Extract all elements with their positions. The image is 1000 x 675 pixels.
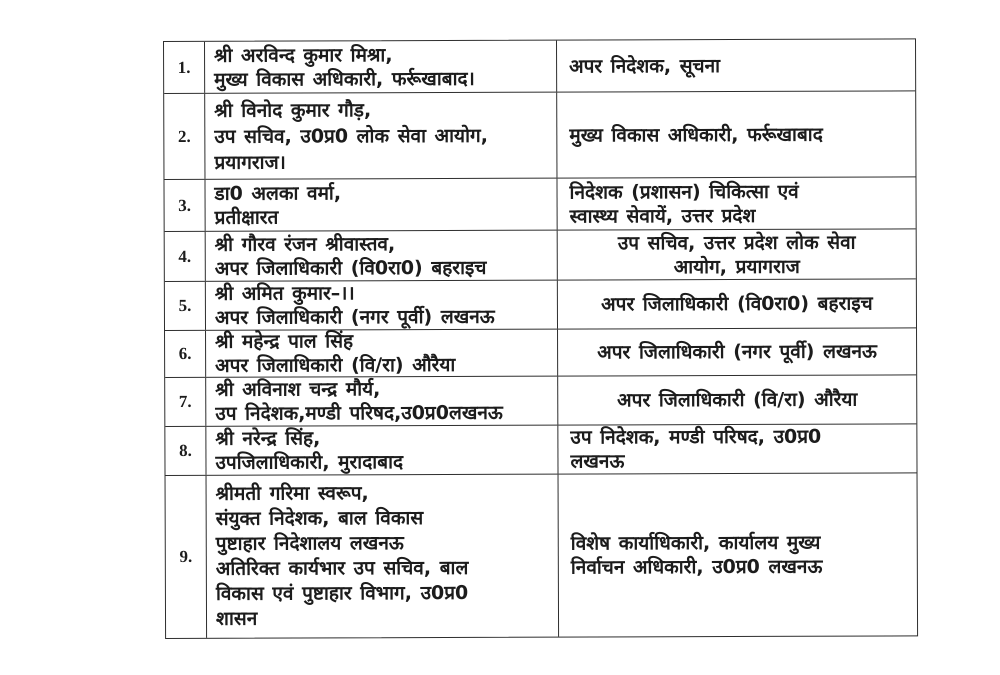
transfer-table [163,38,918,639]
posting-line: उप सचिव, उत्तर प्रदेश लोक सेवा [617,231,856,254]
officer-line: श्री गौरव रंजन श्रीवास्तव, [214,232,396,256]
serial-number: 2. [177,126,191,146]
officer-line: अपर जिलाधिकारी (वि0रा0) बहराइच [214,256,487,280]
serial-cell [165,378,206,426]
posting-cell [558,424,916,473]
officer-cell [205,41,557,93]
officer-line: अपर जिलाधिकारी (नगर पूर्वी) लखनऊ [214,305,495,329]
officer-line: अतिरिक्त कार्यभार उप सचिव, बाल [215,556,469,580]
serial-number: 1. [177,57,191,77]
officer-line: श्री अरविन्द कुमार मिश्रा, [214,43,393,67]
officer-cell [206,426,558,475]
serial-number: 7. [178,391,192,411]
officer-line: मुख्य विकास अधिकारी, फर्रूखाबाद। [214,67,475,91]
table-row [164,39,915,94]
posting-line: अपर निदेशक, सूचना [569,54,721,78]
officer-line: संयुक्त निदेशक, बाल विकास [215,507,424,530]
serial-cell [165,331,206,377]
serial-number: 9. [179,546,193,566]
table-row [165,279,916,331]
serial-cell [165,427,206,475]
table-row [165,229,916,282]
posting-line: अपर जिलाधिकारी (नगर पूर्वी) लखनऊ [597,340,877,364]
table-row [164,177,915,232]
posting-line: अपर जिलाधिकारी (वि0रा0) बहराइच [601,292,873,316]
officer-line: श्री नरेन्द्र सिंह, [215,427,321,450]
posting-cell [558,279,916,328]
officer-line: अपर जिलाधिकारी (वि/रा) औरैया [215,353,456,377]
officer-line: डा0 अलका वर्मा, [214,181,342,205]
serial-cell [164,180,205,231]
officer-cell [205,179,557,231]
posting-line: लखनऊ [570,450,625,473]
posting-line: स्वास्थ्य सेवायें, उत्तर प्रदेश [569,204,756,228]
table-row [165,424,916,476]
serial-cell [166,476,208,638]
table-row [165,328,916,378]
serial-number: 3. [178,195,191,215]
serial-number: 5. [178,295,192,315]
officer-cell [206,231,558,281]
officer-line: प्रतीक्षारत [214,206,279,229]
posting-cell [557,177,915,229]
officer-line: उपजिलाधिकारी, मुरादाबाद [215,451,404,474]
posting-cell [559,473,918,636]
posting-cell [558,328,916,375]
posting-cell [557,39,915,91]
officer-line: उप सचिव, उ0प्र0 लोक सेवा आयोग, [214,124,488,148]
posting-cell [558,375,916,424]
serial-number: 4. [178,246,192,266]
officer-line: पुष्टाहार निदेशालय लखनऊ [215,532,404,555]
officer-line: श्री अविनाश चन्द्र मौर्य, [215,378,381,401]
posting-line: मुख्य विकास अधिकारी, फर्रूखाबाद [569,123,823,147]
officer-cell [206,281,558,330]
table-row [164,91,915,180]
serial-cell [164,94,205,179]
posting-line: निर्वाचन अधिकारी, उ0प्र0 लखनऊ [570,555,823,579]
officer-line: उप निदेशक,मण्डी परिषद,उ0प्र0लखनऊ [215,401,503,425]
serial-number: 8. [179,440,192,460]
serial-cell [165,232,206,281]
serial-number: 6. [178,343,192,363]
officer-line: श्री अमित कुमार–।। [214,282,355,305]
officer-line: श्री विनोद कुमार गौड़, [214,98,372,122]
posting-line: आयोग, प्रयागराज [673,255,800,278]
posting-cell [557,91,915,177]
officer-line: श्रीमती गरिमा स्वरूप, [215,482,369,505]
officer-cell [206,377,558,426]
officer-line: शासन [215,607,258,630]
posting-line: अपर जिलाधिकारी (वि/रा) औरैया [617,388,858,412]
posting-line: निदेशक (प्रशासन) चिकित्सा एवं [569,180,799,204]
officer-line: प्रयागराज। [214,151,286,174]
officer-cell [207,475,560,638]
officer-line: विकास एवं पुष्टाहार विभाग, उ0प्र0 [215,581,469,605]
officer-cell [205,93,557,179]
posting-cell [558,229,916,279]
serial-cell [165,282,206,330]
table-row [165,375,916,427]
table-row [166,473,918,638]
officer-cell [206,330,558,377]
posting-line: विशेष कार्याधिकारी, कार्यालय मुख्य [570,531,821,555]
serial-cell [164,42,205,93]
officer-line: श्री महेन्द्र पाल सिंह [215,330,354,353]
posting-line: उप निदेशक, मण्डी परिषद, उ0प्र0 [570,425,822,449]
